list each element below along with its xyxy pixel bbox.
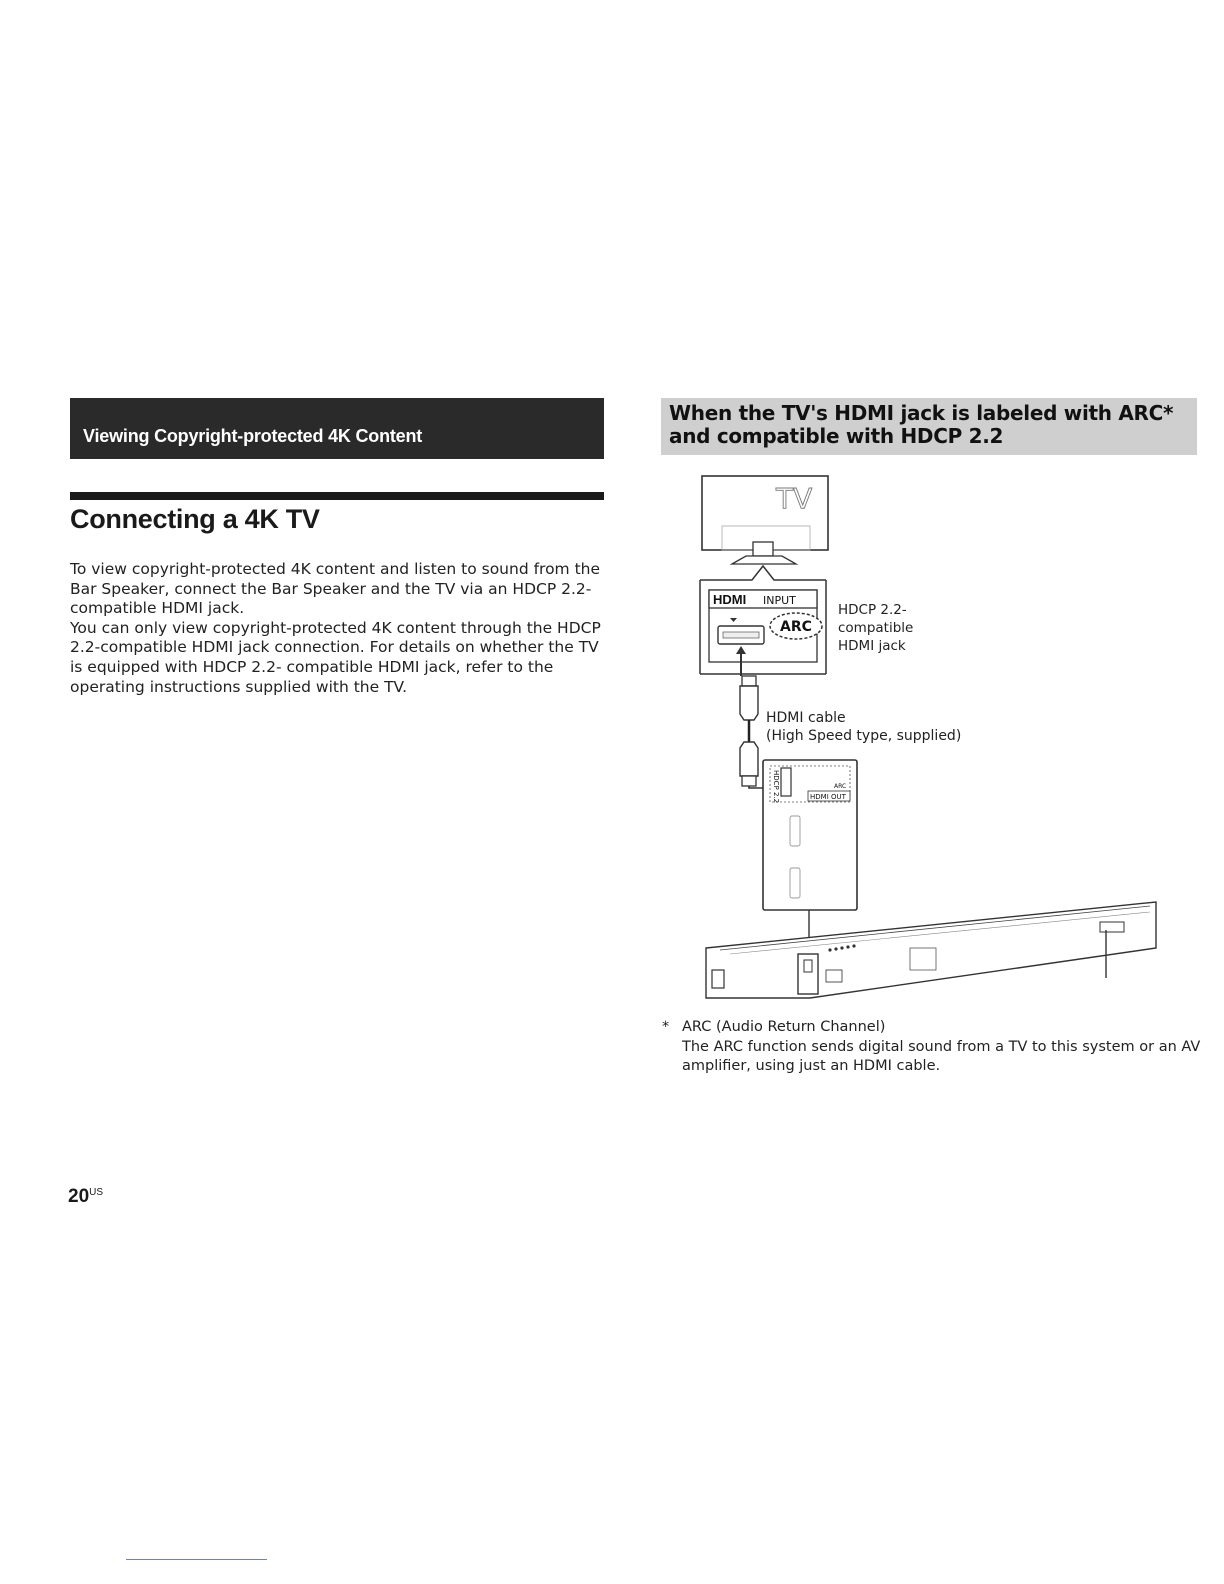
bottom-rule bbox=[126, 1559, 267, 1560]
tv-label: TV bbox=[776, 482, 813, 515]
speaker-hdcp-label: HDCP 2.2 bbox=[772, 770, 780, 804]
footnote-mark: * bbox=[662, 1019, 670, 1035]
tv-jack-callout bbox=[700, 566, 826, 676]
speaker-arc-label: ARC bbox=[834, 783, 847, 790]
input-label: INPUT bbox=[763, 594, 796, 607]
title-rule bbox=[70, 492, 604, 500]
subsection-banner bbox=[661, 398, 1197, 455]
subsection-title: When the TV's HDMI jack is labeled with ARC* and compatible with HDCP 2.2 bbox=[669, 401, 1174, 448]
details-paragraph: You can only view copyright-protected 4K content through the HDCP 2.2-compatible HDMI jack connection. For details on whether the TV is equipped with HDCP 2.2- compatible HDMI jack, refer to the operating instructions supplied with the TV. bbox=[70, 618, 601, 696]
speaker-jack-callout bbox=[763, 760, 857, 962]
cable-label-1: HDMI cable bbox=[766, 710, 846, 726]
hdcp-label-3: HDMI jack bbox=[838, 638, 906, 654]
intro-paragraph: To view copyright-protected 4K content and listen to sound from the Bar Speaker, connect the Bar Speaker and the TV via an HDCP 2.2-compatible HDMI jack. bbox=[70, 560, 601, 618]
footnote-description: The ARC function sends digital sound from a TV to this system or an AV amplifier, using just an HDMI cable. bbox=[682, 1039, 1201, 1074]
footnote-term: ARC (Audio Return Channel) bbox=[682, 1019, 886, 1035]
hdcp-label-1: HDCP 2.2- bbox=[838, 602, 907, 618]
section-banner-title: Viewing Copyright-protected 4K Content bbox=[83, 426, 423, 446]
connection-diagram bbox=[660, 470, 1200, 1010]
tv-illustration bbox=[702, 476, 828, 564]
section-banner bbox=[70, 398, 604, 459]
body-text bbox=[70, 560, 610, 697]
page-title: Connecting a 4K TV bbox=[70, 504, 320, 534]
hdcp-label-2: compatible bbox=[838, 620, 914, 636]
speaker-out-label: HDMI OUT bbox=[810, 793, 846, 801]
hdmi-logo: HDMI bbox=[713, 592, 747, 607]
cable-label-2: (High Speed type, supplied) bbox=[766, 728, 962, 744]
page-region: US bbox=[89, 1187, 104, 1198]
bar-speaker-illustration bbox=[706, 902, 1156, 998]
page-number-value: 20 bbox=[68, 1186, 90, 1207]
page-number bbox=[68, 1186, 103, 1208]
arc-label: ARC bbox=[780, 619, 812, 635]
